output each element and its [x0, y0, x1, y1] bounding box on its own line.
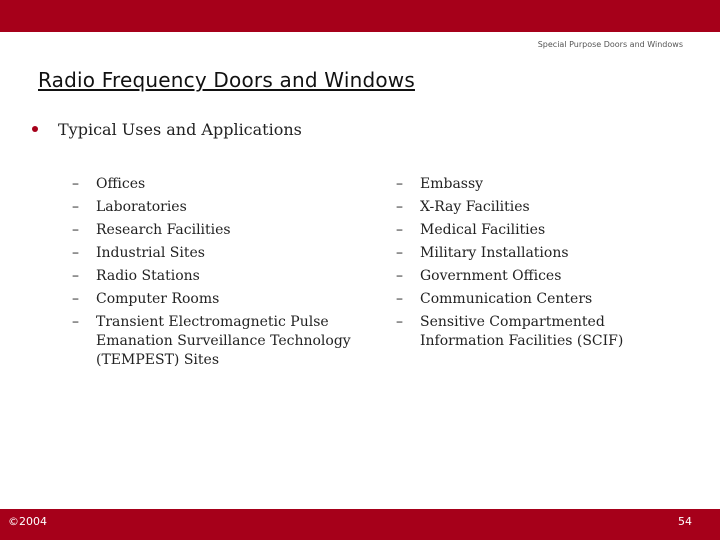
list-item-text: Offices — [96, 176, 146, 192]
list-item-text: Transient Electromagnetic Pulse Emanation Surveillance Technology (TEMPEST) Sites — [96, 314, 351, 368]
top-banner — [0, 0, 720, 32]
list-item-text: Embassy — [420, 176, 484, 192]
page-number: 54 — [678, 515, 692, 528]
list-item — [396, 267, 686, 286]
list-item-text: Computer Rooms — [96, 291, 220, 307]
dash-icon: – — [396, 268, 403, 284]
dash-icon: – — [396, 222, 403, 238]
list-item — [72, 198, 362, 217]
list-item-text: Communication Centers — [420, 291, 593, 307]
list-item-text: Sensitive Compartmented Information Facilities (SCIF) — [420, 314, 624, 349]
header-caption: Special Purpose Doors and Windows — [537, 40, 683, 49]
list-item-text: X-Ray Facilities — [420, 199, 530, 215]
list-item-text: Military Installations — [420, 245, 569, 261]
dash-icon: – — [72, 314, 79, 330]
dash-icon: – — [396, 176, 403, 192]
dash-icon: – — [396, 245, 403, 261]
footer-banner — [0, 509, 720, 540]
list-item-text: Radio Stations — [96, 268, 200, 284]
list-item — [72, 244, 362, 263]
list-item-text: Industrial Sites — [96, 245, 205, 261]
dash-icon: – — [72, 199, 79, 215]
list-item — [396, 290, 686, 309]
list-item — [72, 267, 362, 286]
dash-icon: – — [72, 176, 79, 192]
list-item — [396, 175, 686, 194]
copyright-text: ©2004 — [8, 515, 47, 528]
left-applications-list — [72, 175, 362, 374]
list-item-text: Government Offices — [420, 268, 562, 284]
list-item — [72, 290, 362, 309]
dash-icon: – — [396, 314, 403, 330]
list-item-text: Medical Facilities — [420, 222, 546, 238]
list-item-text: Laboratories — [96, 199, 187, 215]
list-item — [396, 313, 686, 351]
list-item — [72, 175, 362, 194]
main-bullet — [32, 120, 302, 139]
dash-icon: – — [72, 222, 79, 238]
right-applications-list — [396, 175, 686, 355]
dash-icon: – — [72, 268, 79, 284]
list-item — [396, 221, 686, 240]
list-item-text: Research Facilities — [96, 222, 231, 238]
dash-icon: – — [72, 291, 79, 307]
dash-icon: – — [396, 291, 403, 307]
slide-title: Radio Frequency Doors and Windows — [38, 68, 415, 92]
main-bullet-text: Typical Uses and Applications — [58, 120, 302, 139]
list-item — [72, 313, 362, 370]
dash-icon: – — [396, 199, 403, 215]
list-item — [396, 244, 686, 263]
dash-icon: – — [72, 245, 79, 261]
list-item — [72, 221, 362, 240]
list-item — [396, 198, 686, 217]
bullet-dot-icon — [32, 126, 38, 132]
